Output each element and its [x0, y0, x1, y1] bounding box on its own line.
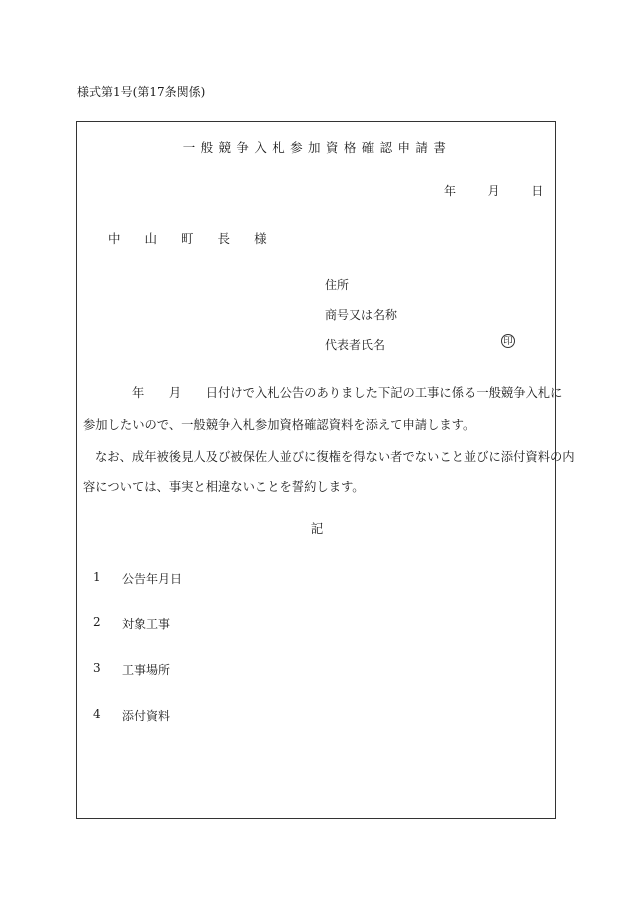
seal-mark: 印	[501, 334, 515, 348]
date-month-label: 月	[487, 184, 500, 198]
body-line-1: 年 月 日付けで入札公告のありました下記の工事に係る一般競争入札に	[132, 386, 563, 400]
representative-label: 代表者氏名	[325, 338, 386, 352]
item-number: 1	[93, 570, 101, 584]
company-name-label: 商号又は名称	[325, 308, 398, 322]
addressee-char-4: 長	[217, 231, 231, 246]
addressee-honorific: 様	[254, 231, 267, 246]
application-form-frame	[76, 121, 575, 819]
item-label: 対象工事	[122, 617, 171, 631]
addressee-char-1: 中	[108, 231, 121, 246]
body-line-3: なお、成年被後見人及び被保佐人並びに復権を得ない者でないこと並びに添付資料の内	[95, 450, 575, 464]
date-row	[444, 182, 543, 199]
addressee-char-2: 山	[144, 231, 158, 246]
address-label: 住所	[325, 278, 350, 292]
date-day-label: 日	[531, 184, 544, 198]
item-number: 4	[93, 707, 101, 721]
form-number-label: 様式第1号(第17条関係)	[77, 85, 206, 99]
item-label: 工事場所	[122, 663, 171, 677]
item-number: 2	[93, 615, 101, 629]
item-label: 公告年月日	[122, 572, 183, 586]
item-label: 添付資料	[122, 709, 171, 723]
ki-heading: 記	[310, 521, 324, 536]
body-line-4: 容については、事実と相違ないことを誓約します。	[83, 480, 365, 494]
addressee	[108, 229, 267, 247]
item-number: 3	[93, 661, 101, 675]
body-line-2: 参加したいので、一般競争入札参加資格確認資料を添えて申請します。	[83, 418, 476, 432]
date-year-label: 年	[444, 184, 457, 198]
addressee-char-3: 町	[181, 231, 194, 246]
form-title: 一般競争入札参加資格確認申請書	[182, 140, 452, 155]
